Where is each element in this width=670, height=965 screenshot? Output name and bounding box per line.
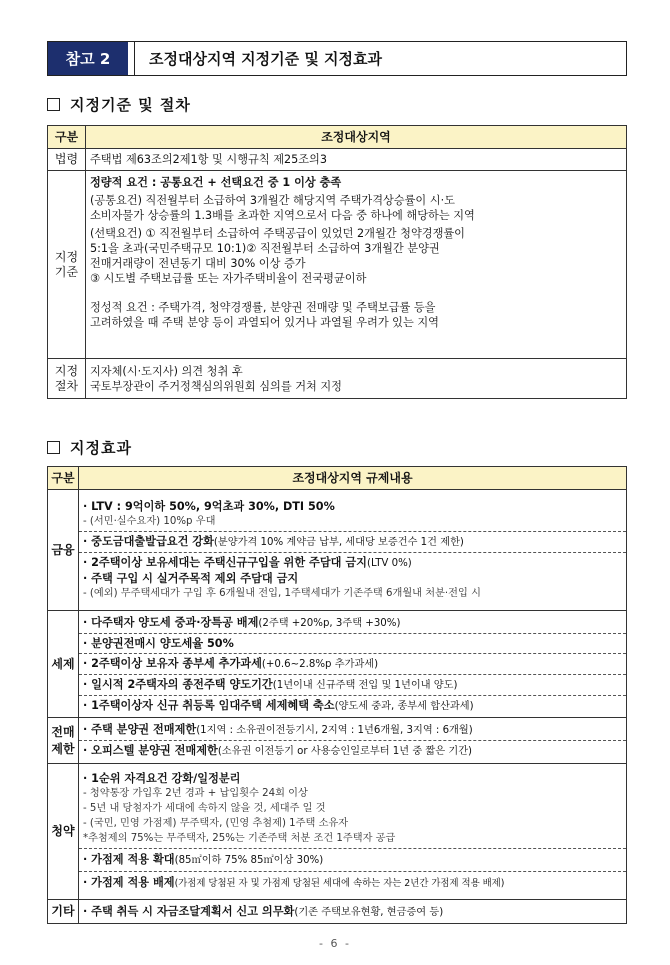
- page-title: 조정대상지역 지정기준 및 지정효과: [134, 42, 626, 75]
- checkbox-square-icon: [47, 98, 60, 111]
- row-label: 기타: [48, 900, 79, 924]
- column-header: 구분: [48, 467, 79, 490]
- row-label: 지정 절차: [48, 359, 86, 399]
- group-cell: [79, 490, 627, 611]
- list-item: · 가점제 적용 배제(가점제 당첨된 자 및 가점제 당첨된 세대에 속하는 자는 2년간 가점제 적용 배제): [79, 871, 626, 894]
- criteria-line: 5:1을 초과(국민주택규모 10:1)② 직전월부터 소급하여 3개월간 분양권: [90, 242, 440, 255]
- section-heading-effects: [47, 437, 132, 458]
- law-text: 주택법 제63조의2제1항 및 시행규칙 제25조의3: [90, 153, 327, 166]
- list-item: · 2주택이상 보유자 종부세 추가과세(+0.6~2.8%p 추가과세): [79, 653, 626, 674]
- reference-tag: 참고 2: [48, 42, 128, 75]
- list-item: · 일시적 2주택자의 종전주택 양도기간(1년이내 신규주택 전입 및 1년이내 양도): [79, 674, 626, 695]
- criteria-table: [47, 125, 627, 399]
- row-label: 청약: [48, 764, 79, 900]
- table-row: [48, 149, 627, 171]
- column-header: 조정대상지역: [86, 126, 627, 149]
- section-title: 지정기준 및 절차: [70, 96, 191, 114]
- table-row: [48, 718, 627, 764]
- criteria-cell: [86, 171, 627, 359]
- checkbox-square-icon: [47, 441, 60, 454]
- procedure-line: 국토부장관이 주거정책심의위원회 심의를 거쳐 지정: [90, 379, 342, 393]
- table-row: [48, 900, 627, 924]
- criteria-line: [86, 286, 626, 300]
- list-item: · 분양권전매시 양도세율 50%: [79, 633, 626, 653]
- row-label: 전매 제한: [48, 718, 79, 764]
- list-item: · LTV : 9억이하 50%, 9억초과 30%, DTI 50% - (서민·실수요자) 10%p 우대: [83, 500, 335, 527]
- group-cell: [79, 718, 627, 764]
- criteria-line: ③ 시도별 주택보급률 또는 자가주택비율이 전국평균이하: [90, 272, 367, 285]
- column-header: 구분: [48, 126, 86, 149]
- list-item: · 2주택이상 보유세대는 주택신규구입을 위한 주담대 금지(LTV 0%) · 주택 구입 시 실거주목적 제외 주담대 금지 - (예외) 무주택세대가 구입 후 6개월내 전입, 1주택세대가 기존주택 6개월내 처분·전입 시: [79, 552, 626, 603]
- criteria-line: 전매거래량이 전년동기 대비 30% 이상 증가: [90, 257, 306, 270]
- effects-table: [47, 466, 627, 924]
- table-header-row: [48, 126, 627, 149]
- column-header: 조정대상지역 규제내용: [79, 467, 627, 490]
- row-label: 세제: [48, 611, 79, 718]
- criteria-line: 소비자물가 상승률의 1.3배를 초과한 지역으로서 다음 중 하나에 해당하는 지역: [90, 209, 475, 222]
- list-item: · 1주택이상자 신규 취등록 임대주택 세제혜택 축소(양도세 중과, 종부세 합산과세): [79, 695, 626, 716]
- title-box: [47, 41, 627, 76]
- row-label: 지정 기준: [48, 171, 86, 359]
- criteria-line: 정량적 요건 : 공통요건 + 선택요건 중 1 이상 충족: [90, 176, 342, 189]
- section-title: 지정효과: [70, 439, 132, 457]
- criteria-line: 정성적 요건 : 주택가격, 청약경쟁률, 분양권 전매량 및 주택보급률 등을: [90, 301, 436, 314]
- table-row: [48, 611, 627, 718]
- table-row: [48, 764, 627, 900]
- table-row: [48, 171, 627, 359]
- list-item: · 주택 취득 시 자금조달계획서 신고 의무화(기존 주택보유현황, 현금증여 등): [83, 904, 444, 918]
- list-item: · 주택 분양권 전매제한(1지역 : 소유권이전등기시, 2지역 : 1년6개월, 3지역 : 6개월): [83, 723, 473, 736]
- list-item: · 1순위 자격요건 강화/일정분리 - 청약통장 가입후 2년 경과 + 납입횟수 24회 이상 - 5년 내 당첨자가 세대에 속하지 않을 것, 세대주 일 것 - (국민, 민영 가점제) 무주택자, (민영 추첨제) 1주택 소유자 *추첨제의 75%는 무주택자, 25%는 기존주택 처분 조건 1주택자 공급: [83, 772, 396, 844]
- table-header-row: [48, 467, 627, 490]
- group-cell: [79, 900, 627, 924]
- procedure-cell: [86, 359, 627, 399]
- row-label: 금융: [48, 490, 79, 611]
- group-cell: [79, 764, 627, 900]
- list-item: · 오피스텔 분양권 전매제한(소유권 이전등기 or 사용승인일로부터 1년 중 짧은 기간): [79, 740, 626, 761]
- criteria-line: (공통요건) 직전월부터 소급하여 3개월간 해당지역 주택가격상승률이 시·도: [90, 194, 455, 207]
- list-item: · 가점제 적용 확대(85㎡이하 75% 85㎡이상 30%): [79, 848, 626, 871]
- row-label: 법령: [48, 149, 86, 171]
- criteria-line: (선택요건) ① 직전월부터 소급하여 주택공급이 있었던 2개월간 청약경쟁률이: [90, 227, 465, 240]
- criteria-line: 고려하였을 때 주택 분양 등이 과열되어 있거나 과열될 우려가 있는 지역: [90, 316, 439, 329]
- table-row: [48, 490, 627, 611]
- list-item: · 중도금대출발급요건 강화(분양가격 10% 계약금 납부, 세대당 보증건수 1건 제한): [79, 531, 626, 552]
- procedure-line: 지자체(시·도지사) 의견 청취 후: [90, 364, 243, 378]
- table-row: [48, 359, 627, 399]
- group-cell: [79, 611, 627, 718]
- page-number: - 6 -: [319, 937, 351, 950]
- section-heading-criteria: [47, 94, 191, 115]
- list-item: · 다주택자 양도세 중과·장특공 배제(2주택 +20%p, 3주택 +30%): [83, 615, 401, 629]
